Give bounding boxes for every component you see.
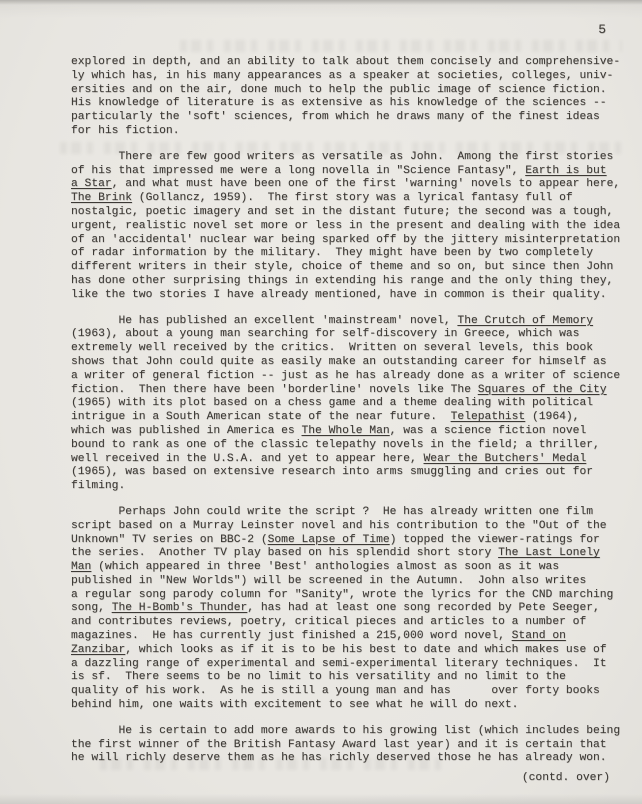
text-segment: published in "New Worlds") will be screened in the Autumn. John also writes [71, 574, 587, 587]
text-line [71, 671, 620, 685]
text-line [71, 547, 620, 561]
text-segment: extremely well received by the critics. Written on several levels, this book [71, 342, 594, 355]
underlined-book-title: Squares of the City [477, 383, 607, 396]
text-line [71, 275, 620, 289]
text-segment: like the two stories I have already mentioned, have in common is their quality. [71, 288, 607, 301]
text-line [71, 602, 620, 616]
text-segment: the first winner of the British Fantasy Award last year) and it is certain that [71, 738, 607, 751]
text-line [71, 616, 620, 630]
text-line [71, 725, 620, 739]
text-line [71, 342, 620, 356]
text-line [71, 466, 620, 480]
text-segment: of his that impressed me were a long novella in "Science Fantasy", [71, 164, 526, 177]
underlined-book-title: The Brink [71, 192, 133, 205]
text-segment: for his fiction. [71, 124, 180, 137]
text-segment: magazines. He has currently just finished a 215,000 word novel, [71, 630, 512, 643]
text-segment: Unknown" TV series on BBC-2 ( [71, 533, 268, 546]
text-line [71, 644, 620, 658]
text-line [71, 261, 620, 275]
text-line [71, 70, 620, 84]
text-segment: and contributes reviews, poetry, critical pieces and articles to a number of [71, 616, 587, 629]
text-line [71, 247, 620, 261]
text-line [71, 165, 620, 179]
text-segment: fiction. Then there have been 'borderline' novels like The [71, 383, 478, 396]
text-segment: bound to rank as one of the classic telepathy novels in the field; a thriller, [71, 438, 600, 451]
paragraph [71, 56, 620, 139]
text-line [71, 658, 620, 672]
text-segment: nostalgic, poetic imagery and set in the distant future; the second was a tough, [71, 205, 614, 218]
text-segment: a dazzling range of experimental and semi-experimental literary techniques. It [71, 657, 607, 670]
underlined-book-title: Stand on [511, 630, 566, 643]
text-line [71, 506, 620, 520]
text-segment: , which looks as if it is to be his best to date and which makes use of [125, 643, 607, 656]
text-line [71, 699, 620, 713]
paragraph [71, 151, 620, 303]
text-segment: has done other surprising things in extending his range and the only thing they, [71, 274, 614, 287]
text-segment: is sf. There seems to be no limit to his versatility and no limit to the [71, 671, 566, 684]
text-line [71, 206, 620, 220]
text-line [71, 575, 620, 589]
text-line [71, 685, 620, 699]
text-segment: Perhaps John could write the script ? He has already written one film [71, 505, 594, 518]
text-line [71, 589, 620, 603]
paragraph [71, 725, 620, 766]
text-line [71, 356, 620, 370]
text-segment: (1964), [525, 411, 580, 424]
text-line [71, 315, 620, 329]
text-segment: (1965), was based on extensive research into arms smuggling and cries out for [71, 466, 594, 479]
text-line [71, 220, 620, 234]
paragraph [71, 315, 620, 494]
text-segment: (1965) with its plot based on a chess game and a theme dealing with political [71, 397, 594, 410]
text-segment: well received in the U.S.A. and yet to appear here, [71, 452, 424, 465]
text-segment: a regular song parody column for "Sanity", wrote the lyrics for the CND marching [71, 588, 614, 601]
text-line [71, 752, 620, 766]
text-segment: script based on a Murray Leinster novel and his contribution to the "Out of the [71, 519, 607, 532]
underlined-book-title: Man [71, 561, 92, 574]
text-segment: ly which has, in his many appearances as a speaker at societies, colleges, univ- [71, 69, 614, 82]
text-segment: behind him, one waits with excitement to see what he will do next. [71, 699, 519, 712]
text-line [71, 534, 620, 548]
text-line [71, 125, 620, 139]
text-line [71, 151, 620, 165]
text-line [71, 192, 620, 206]
text-segment: a writer of general fiction -- just as he has already done as a writer of science [71, 369, 621, 382]
text-segment: which was published in America es [71, 424, 302, 437]
text-segment: (which appeared in three 'Best' anthologies almost as soon as it was [91, 561, 560, 574]
text-segment: His knowledge of literature is as extensive as his knowledge of the sciences -- [71, 97, 607, 110]
text-segment: ) topped the viewer-ratings for [389, 533, 600, 546]
text-line [71, 439, 620, 453]
text-segment: intrigue in a South American state of the near future. [71, 411, 451, 424]
text-line [71, 384, 620, 398]
document-body [71, 56, 620, 766]
paragraph [71, 506, 620, 713]
text-segment: different writers in their style, choice of theme and so on, but since then John [71, 261, 614, 274]
text-line [71, 370, 620, 384]
bleedthrough-smudge [180, 40, 622, 52]
underlined-book-title: Wear the Butchers' Medal [423, 452, 587, 465]
underlined-book-title: Earth is but [525, 164, 607, 177]
text-segment: , was a science fiction novel [389, 424, 587, 437]
underlined-book-title: The H-Bomb's Thunder [111, 602, 248, 615]
underlined-book-title: Some Lapse of Time [267, 533, 390, 546]
text-segment: quality of his work. As he is still a young man and has over forty books [71, 685, 600, 698]
text-line [71, 480, 620, 494]
text-segment: the series. Another TV play based on his splendid short story [71, 547, 499, 560]
page-number: 5 [598, 22, 606, 37]
underlined-book-title: The Last Lonely [498, 547, 600, 560]
underlined-book-title: a Star [71, 178, 112, 191]
text-line [71, 561, 620, 575]
text-segment: explored in depth, and an ability to talk about them concisely and comprehensive- [71, 56, 621, 68]
text-segment: (Gollancz, 1959). The first story was a lyrical fantasy full of [132, 192, 573, 205]
text-segment: he will richly deserve them as he has richly deserved those he has already won. [71, 752, 607, 765]
text-segment: ersities and on the air, done much to help the public image of science fiction. [71, 83, 607, 96]
text-segment: shows that John could quite as easily make an outstanding career for himself as [71, 355, 607, 368]
text-line [71, 520, 620, 534]
continuation-note: (contd. over) [521, 772, 610, 784]
text-line [71, 453, 620, 467]
text-line [71, 111, 620, 125]
text-line [71, 328, 620, 342]
text-line [71, 739, 620, 753]
underlined-book-title: Telepathist [450, 411, 526, 424]
text-segment: , has had at least one song recorded by Pete Seeger, [247, 602, 600, 615]
text-segment: urgent, realistic novel set more or less in the present and dealing with the idea [71, 219, 621, 232]
text-line [71, 84, 620, 98]
text-segment: (1963), about a young man searching for self-discovery in Greece, which was [71, 328, 580, 341]
text-segment: He is certain to add more awards to his growing list (which includes being [71, 724, 621, 737]
text-line [71, 97, 620, 111]
text-line [71, 425, 620, 439]
text-segment: filming. [71, 480, 126, 493]
text-line [71, 411, 620, 425]
text-line [71, 56, 620, 70]
text-segment: of an 'accidental' nuclear war being sparked off by the jittery misinterpretation [71, 233, 621, 246]
text-line [71, 234, 620, 248]
text-line [71, 178, 620, 192]
text-line [71, 630, 620, 644]
text-segment: There are few good writers as versatile as John. Among the first stories [71, 150, 614, 163]
underlined-book-title: The Crutch of Memory [457, 314, 594, 327]
underlined-book-title: Zanzibar [71, 643, 126, 656]
text-segment: , and what must have been one of the first 'warning' novels to appear here, [111, 178, 621, 191]
underlined-book-title: The Whole Man [301, 424, 390, 437]
text-segment: He has published an excellent 'mainstream' novel, [71, 314, 458, 327]
text-segment: particularly the 'soft' sciences, from which he draws many of the finest ideas [71, 111, 600, 124]
text-segment: of radar information by the military. They might have been by two completely [71, 247, 594, 260]
text-segment: song, [71, 602, 112, 615]
text-line [71, 397, 620, 411]
text-line [71, 289, 620, 303]
